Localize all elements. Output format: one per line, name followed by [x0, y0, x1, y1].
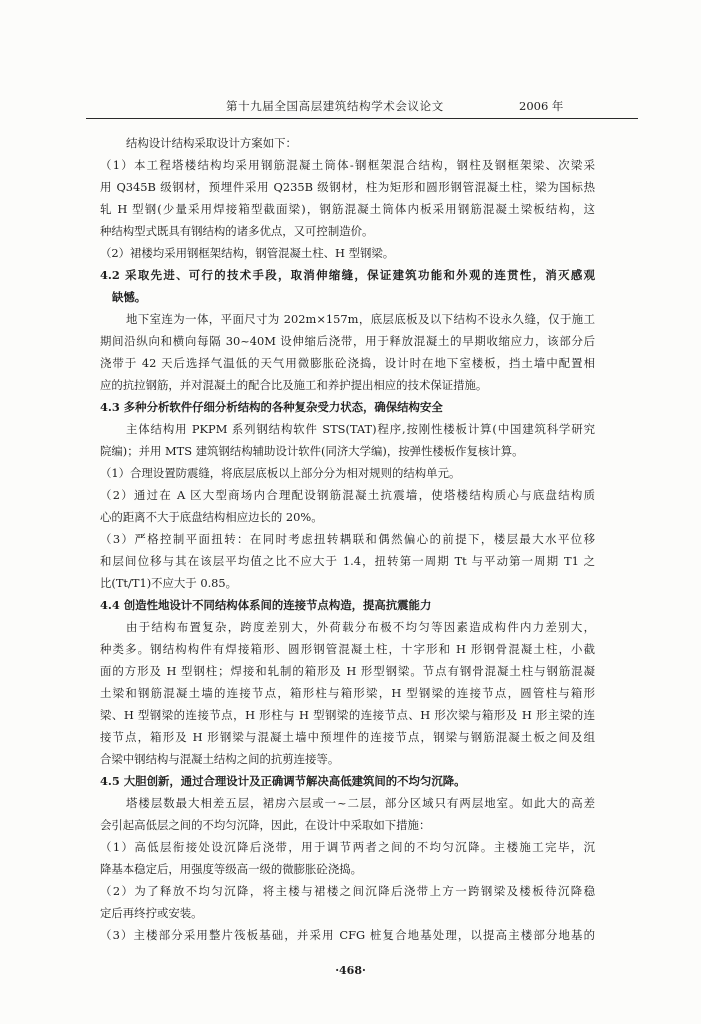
text-line: 地下室连为一体，平面尺寸为 202m×157m，底层底板及以下结构不设永久缝，仅于施工 — [126, 312, 595, 326]
text-line: 结构设计结构采取设计方案如下： — [126, 136, 297, 150]
text-line: （3）主楼部分采用整片筏板基础，并采用 CFG 桩复合地基处理，以提高主楼部分地基的 — [100, 928, 595, 942]
text-line: （3）严格控制平面扭转：在同时考虑扭转耦联和偶然偏心的前提下，楼层最大水平位移 — [100, 532, 595, 546]
text-line: 降基本稳定后，用强度等级高一级的微膨胀砼浇捣。 — [100, 862, 362, 876]
text-line: （2）通过在 A 区大型商场内合理配设钢筋混凝土抗震墙，使塔楼结构质心与底盘结构质 — [100, 488, 595, 502]
text-line: 浇带于 42 天后选择气温低的天气用微膨胀砼浇捣，设计时在地下室楼板，挡土墙中配置相 — [100, 356, 595, 370]
text-line: （1）高低层衔接处设沉降后浇带，用于调节两者之间的不均匀沉降。主楼施工完毕，沉 — [100, 840, 595, 854]
text-line: （2）为了释放不均匀沉降，将主楼与裙楼之间沉降后浇带上方一跨钢梁及楼板待沉降稳 — [100, 884, 595, 898]
text-line: 由于结构布置复杂，跨度差别大，外荷载分布极不均匀等因素造成构件内力差别大， — [126, 620, 595, 634]
text-line: （1）合理设置防震缝，将底层底板以上部分分为相对规则的结构单元。 — [100, 466, 461, 480]
text-line: 期间沿纵向和横向每隔 30~40M 设伸缩后浇带，用于释放混凝土的早期收缩应力，该部分后 — [100, 334, 595, 348]
header-title: 第十九届全国高层建筑结构学术会议论文 — [226, 99, 444, 113]
section-heading: 4.3 多种分析软件仔细分析结构的各种复杂受力状态，确保结构安全 — [100, 400, 443, 414]
text-line: 合梁中钢结构与混凝土结构之间的抗剪连接等。 — [100, 752, 340, 766]
section-heading: 缺憾。 — [112, 290, 147, 304]
page-number: ·468· — [335, 964, 366, 977]
header-year: 2006 年 — [519, 99, 564, 113]
text-line: 种类多。钢结构构件有焊接箱形、圆形钢管混凝土柱，十字形和 H 形钢骨混凝土柱，小截 — [100, 642, 595, 656]
text-line: 比(Tt/T1)不应大于 0.85。 — [100, 576, 238, 590]
text-line: 梁、H 型钢梁的连接节点，H 形柱与 H 型钢梁的连接节点、H 形次梁与箱形及 H 形主梁的连 — [100, 708, 595, 722]
text-line: 用 Q345B 级钢材，预埋件采用 Q235B 级钢材，柱为矩形和圆形钢管混凝土柱，梁为国标热 — [100, 180, 595, 194]
text-line: 应的抗拉钢筋，并对混凝土的配合比及施工和养护提出相应的技术保证措施。 — [100, 378, 488, 392]
text-line: 心的距离不大于底盘结构相应边长的 20%。 — [100, 510, 323, 524]
text-line: 土梁和钢筋混凝土墙的连接节点，箱形柱与箱形梁，H 型钢梁的连接节点，圆管柱与箱形 — [100, 686, 595, 700]
text-line: 塔楼层数最大相差五层，裙房六层或一~二层，部分区域只有两层地室。如此大的高差 — [126, 796, 595, 810]
text-line: 面的方形及 H 型钢柱；焊接和轧制的箱形及 H 形型钢梁。节点有钢骨混凝土柱与钢筋混凝 — [100, 664, 595, 678]
section-heading: 4.4 创造性地设计不同结构体系间的连接节点构造，提高抗震能力 — [100, 598, 432, 612]
text-line: 主体结构用 PKPM 系列钢结构软件 STS(TAT)程序,按刚性楼板计算(中国建筑科学研究 — [126, 422, 595, 436]
text-line: （2）裙楼均采用钢框架结构，钢管混凝土柱、H 型钢梁。 — [100, 246, 395, 260]
section-heading: 4.5 大胆创新，通过合理设计及正确调节解决高低建筑间的不均匀沉降。 — [100, 774, 466, 788]
section-heading: 4.2 采取先进、可行的技术手段，取消伸缩缝，保证建筑功能和外观的连贯性，消灭感观 — [100, 268, 595, 282]
text-line: 种结构型式既具有钢结构的诸多优点，又可控制造价。 — [100, 224, 374, 238]
text-line: （1）本工程塔楼结构均采用钢筋混凝土筒体-钢框架混合结构，钢柱及钢框架梁、次梁采 — [100, 158, 595, 172]
text-line: 院编)；并用 MTS 建筑钢结构辅助设计软件(同济大学编)，按弹性楼板作复核计算。 — [100, 444, 524, 458]
text-line: 会引起高低层之间的不均匀沉降，因此，在设计中采取如下措施： — [100, 818, 431, 832]
text-line: 定后再终拧或安装。 — [100, 906, 203, 920]
text-line: 接节点，箱形及 H 形钢梁与混凝土墙中预埋件的连接节点，钢梁与钢筋混凝土板之间及组 — [100, 730, 595, 744]
text-line: 轧 H 型钢(少量采用焊接箱型截面梁)，钢筋混凝土筒体内板采用钢筋混凝土梁板结构，这 — [100, 202, 595, 216]
text-line: 和层间位移与其在该层平均值之比不应大于 1.4，扭转第一周期 Tt 与平动第一周期 T1 之 — [100, 554, 595, 568]
